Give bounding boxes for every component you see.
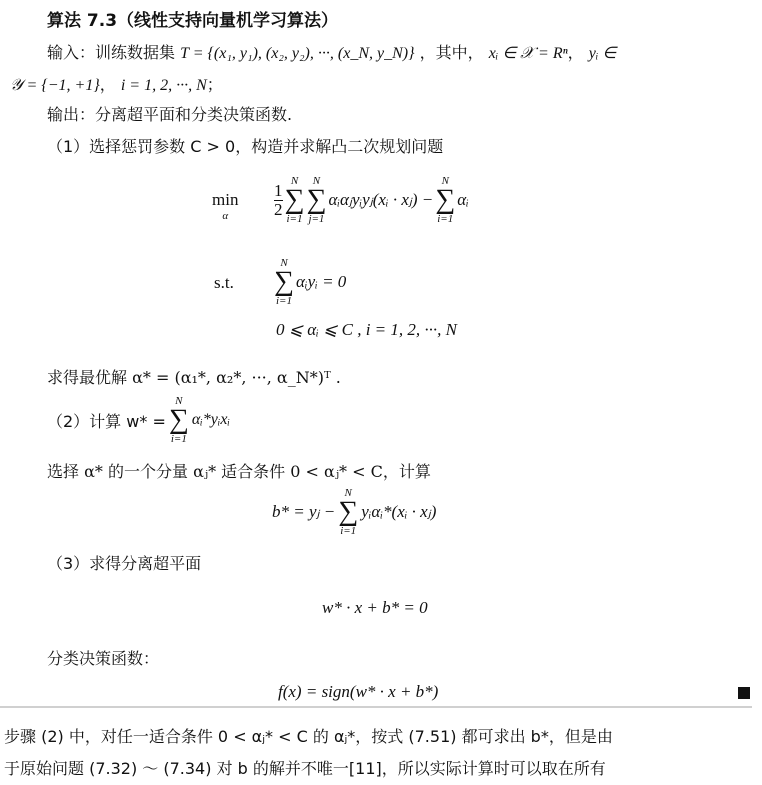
min-subscript: α [222, 210, 229, 222]
step1-text: （1）选择惩罚参数 C > 0，构造并求解凸二次规划问题 [47, 137, 444, 156]
objective-expression [274, 176, 469, 225]
sigma-symbol: ∑ [435, 184, 456, 215]
footer-line-1: 步骤 (2) 中，对任一适合条件 0 < αⱼ* < C 的 αⱼ*，按式 (7.51) 都可求出 b*，但是由 [4, 727, 613, 746]
constraint-bound: 0 ⩽ αᵢ ⩽ C , i = 1, 2, ···, N [276, 320, 457, 339]
st-label: s.t. [214, 273, 234, 292]
optimal-solution: 求得最优解 α* = (α₁*, α₂*, ···, α_N*)ᵀ . [47, 368, 341, 387]
sum-upper: N [175, 395, 183, 407]
sum-lower: i=1 [437, 212, 454, 225]
input-where: ，其中， [419, 43, 484, 62]
decision-label: 分类决策函数： [47, 649, 160, 668]
input-x-domain: xᵢ ∈ 𝒳 = Rⁿ [488, 45, 568, 62]
end-of-algorithm-mark [738, 687, 750, 699]
input-set: T = {(x₁, y₁), (x₂, y₂), ···, (x_N, y_N)} [180, 45, 415, 62]
input-label: 输入：训练数据集 [47, 43, 176, 62]
sum-step2 [169, 396, 189, 445]
sum-lower: i=1 [275, 294, 292, 307]
step2-line [47, 396, 230, 445]
sum-upper: N [312, 175, 321, 187]
b-lhs: b* = yⱼ − [272, 502, 336, 522]
hyperplane-equation: w* · x + b* = 0 [322, 598, 428, 617]
sum-upper: N [290, 175, 299, 187]
sum-b [338, 488, 358, 537]
input-index: i = 1, 2, ···, N [120, 77, 207, 94]
input-line: 输入：训练数据集 T = {(x₁, y₁), (x₂, y₂), ···, (x_N, y_N)} ，其中， xᵢ ∈ 𝒳 = Rⁿ， yᵢ ∈ [47, 43, 617, 62]
min-operator [212, 190, 238, 222]
sum-lower: i=1 [340, 524, 357, 537]
sum-j [306, 176, 326, 225]
sigma-symbol: ∑ [306, 184, 327, 215]
sum-constraint [274, 258, 294, 307]
objective-last-term: αᵢ [457, 190, 469, 210]
step3-text: （3）求得分离超平面 [47, 554, 202, 573]
sum-i-2 [435, 176, 455, 225]
input-y-prefix: yᵢ ∈ [588, 45, 617, 62]
sigma-symbol: ∑ [168, 404, 189, 435]
step2-prefix: （2）计算 w* = [47, 411, 166, 431]
sigma-symbol: ∑ [338, 496, 359, 527]
half-denominator: 2 [274, 199, 283, 219]
input-line-2: 𝒴 = {−1, +1}， i = 1, 2, ···, N； [10, 75, 223, 94]
sum-i [285, 176, 305, 225]
constraint-equality [274, 258, 346, 307]
half-numerator: 1 [274, 180, 283, 200]
algorithm-title: 算法 7.3（线性支持向量机学习算法） [47, 11, 339, 31]
sum-lower: i=1 [170, 432, 187, 445]
section-divider [0, 706, 752, 708]
sigma-symbol: ∑ [284, 184, 305, 215]
sum-lower: j=1 [308, 212, 325, 225]
half-fraction [274, 182, 283, 219]
sigma-symbol: ∑ [274, 266, 294, 297]
decision-function: f(x) = sign(w* · x + b*) [278, 682, 439, 701]
footer-line-2: 于原始问题 (7.32) ～ (7.34) 对 b 的解并不唯一[11]，所以实际计算时可以取在所有 [4, 759, 606, 778]
input-y-set: 𝒴 = {−1, +1} [10, 77, 100, 94]
b-formula [272, 488, 436, 537]
select-component: 选择 α* 的一个分量 αⱼ* 适合条件 0 < αⱼ* < C，计算 [47, 462, 431, 481]
sum-upper: N [441, 175, 449, 187]
objective-terms: αᵢαⱼyᵢyⱼ(xᵢ · xⱼ) − [328, 190, 434, 210]
output-line: 输出：分离超平面和分类决策函数. [47, 105, 293, 124]
sum-upper: N [344, 487, 352, 499]
step2-terms: αᵢ*yᵢxᵢ [191, 411, 231, 429]
b-terms: yᵢαᵢ*(xᵢ · xⱼ) [361, 502, 437, 522]
min-label: min [212, 190, 239, 209]
sum-lower: i=1 [286, 212, 303, 225]
constraint-eq-text: αᵢyᵢ = 0 [295, 272, 347, 292]
sum-upper: N [280, 257, 288, 269]
